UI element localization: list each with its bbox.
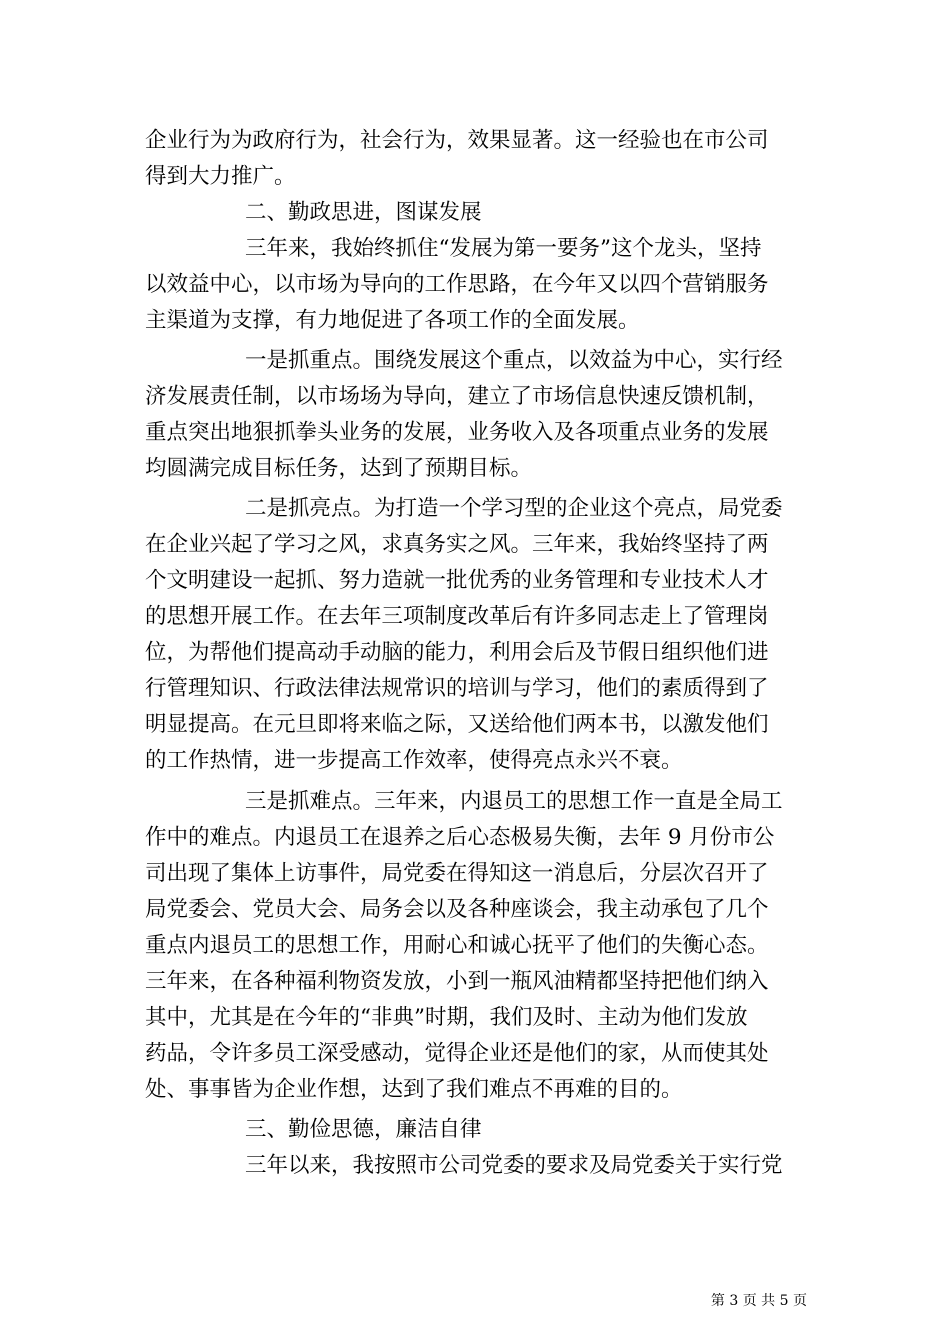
section-heading: 三、勤俭思德，廉洁自律	[245, 1117, 482, 1142]
text-line: 一是抓重点。围绕发展这个重点，以效益为中心，实行经	[245, 348, 783, 373]
text-line: 的工作热情，进一步提高工作效率，使得亮点永兴不衰。	[145, 748, 683, 773]
text-line: 作中的难点。内退员工在退养之后心态极易失衡，去年 9 月份市公	[145, 825, 775, 850]
text-line: 位，为帮他们提高动手动脑的能力，利用会后及节假日组织他们进	[145, 640, 769, 665]
text-line: 主渠道为支撑，有力地促进了各项工作的全面发展。	[145, 308, 640, 333]
text-line: 其中，尤其是在今年的“非典”时期，我们及时、主动为他们发放	[145, 1005, 748, 1030]
text-line: 局党委会、党员大会、局务会以及各种座谈会，我主动承包了几个	[145, 897, 769, 922]
section-heading: 二、勤政思进，图谋发展	[245, 200, 482, 225]
text-line: 的思想开展工作。在去年三项制度改革后有许多同志走上了管理岗	[145, 604, 769, 629]
text-line: 得到大力推广。	[145, 164, 296, 189]
text-line: 济发展责任制，以市场场为导向，建立了市场信息快速反馈机制，	[145, 384, 769, 409]
text-line: 三年来，在各种福利物资发放，小到一瓶风油精都坚持把他们纳入	[145, 969, 769, 994]
text-line: 处、事事皆为企业作想，达到了我们难点不再难的目的。	[145, 1077, 683, 1102]
text-line: 药品，令许多员工深受感动，觉得企业还是他们的家，从而使其处	[145, 1041, 769, 1066]
text-line: 以效益中心，以市场为导向的工作思路，在今年又以四个营销服务	[145, 272, 769, 297]
text-line: 个文明建设一起抓、努力造就一批优秀的业务管理和专业技术人才	[145, 568, 769, 593]
text-line: 行管理知识、行政法律法规常识的培训与学习，他们的素质得到了	[145, 676, 769, 701]
text-line: 在企业兴起了学习之风，求真务实之风。三年来，我始终坚持了两	[145, 532, 769, 557]
text-line: 重点突出地狠抓拳头业务的发展，业务收入及各项重点业务的发展	[145, 420, 769, 445]
text-line: 企业行为为政府行为，社会行为，效果显著。这一经验也在市公司	[145, 128, 769, 153]
text-line: 二是抓亮点。为打造一个学习型的企业这个亮点，局党委	[245, 496, 783, 521]
page-number: 第 3 页 共 5 页	[710, 1293, 807, 1309]
text-line: 明显提高。在元旦即将来临之际，又送给他们两本书，以激发他们	[145, 712, 769, 737]
text-line: 三年来，我始终抓住“发展为第一要务”这个龙头，坚持	[245, 236, 762, 261]
text-line: 三年以来，我按照市公司党委的要求及局党委关于实行党	[245, 1153, 783, 1178]
text-line: 重点内退员工的思想工作，用耐心和诚心抚平了他们的失衡心态。	[145, 933, 769, 958]
text-line: 三是抓难点。三年来，内退员工的思想工作一直是全局工	[245, 789, 783, 814]
text-line: 均圆满完成目标任务，达到了预期目标。	[145, 456, 533, 481]
text-line: 司出现了集体上访事件，局党委在得知这一消息后，分层次召开了	[145, 861, 769, 886]
